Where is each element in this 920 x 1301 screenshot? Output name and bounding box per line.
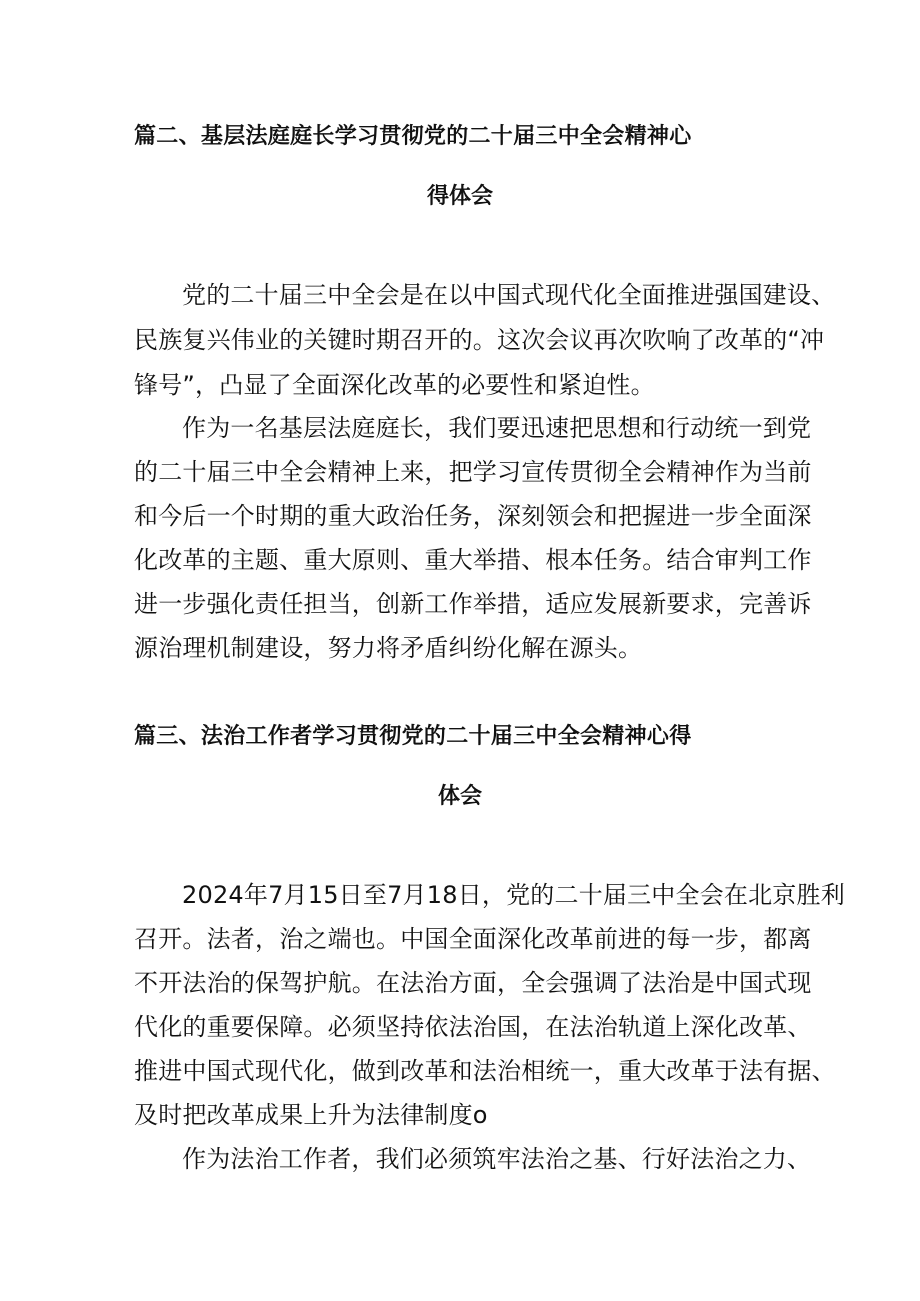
section3-paragraph1-line: 2024年7月15日至7月18日，党的二十届三中全会在北京胜利: [182, 881, 845, 909]
section3-paragraph2-line: 作为法治工作者，我们必须筑牢法治之基、行好法治之力、: [182, 1145, 812, 1173]
section3-heading-line1: 篇三、法治工作者学习贯彻党的二十届三中全会精神心得: [134, 724, 692, 749]
section2-paragraph2-line: 作为一名基层法庭庭长，我们要迅速把思想和行动统一到党: [182, 414, 812, 442]
section2-paragraph2-line: 化改革的主题、重大原则、重大举措、根本任务。结合审判工作: [134, 546, 812, 574]
section3-paragraph1-line: 召开。法者，治之端也。中国全面深化改革前进的每一步，都离: [134, 925, 812, 953]
section3-paragraph1-line: 及时把改革成果上升为法律制度o: [134, 1101, 488, 1129]
section2-paragraph2-line: 源治理机制建设，努力将矛盾纠纷化解在源头。: [134, 634, 643, 662]
section3-paragraph1-line: 推进中国式现代化，做到改革和法治相统一，重大改革于法有据、: [134, 1057, 836, 1085]
section2-paragraph1-line: 党的二十届三中全会是在以中国式现代化全面推进强国建设、: [182, 281, 836, 309]
section2-paragraph2-line: 进一步强化责任担当，创新工作举措，适应发展新要求，完善诉: [134, 590, 812, 618]
section2-paragraph2-line: 的二十届三中全会精神上来，把学习宣传贯彻全会精神作为当前: [134, 458, 812, 486]
section3-heading-line2: 体会: [437, 784, 482, 809]
section2-heading-line2: 得体会: [426, 184, 493, 209]
section2-paragraph2-line: 和今后一个时期的重大政治任务，深刻领会和把握进一步全面深: [134, 502, 812, 530]
section3-paragraph1-line: 不开法治的保驾护航。在法治方面，全会强调了法治是中国式现: [134, 969, 812, 997]
section2-paragraph1-line: 锋号”，凸显了全面深化改革的必要性和紧迫性。: [134, 371, 655, 399]
section2-heading-line1: 篇二、基层法庭庭长学习贯彻党的二十届三中全会精神心: [134, 124, 692, 149]
section3-paragraph1-line: 代化的重要保障。必须坚持依法治国，在法治轨道上深化改革、: [134, 1013, 812, 1041]
section2-paragraph1-line: 民族复兴伟业的关键时期召开的。这次会议再次吹响了改革的“冲: [134, 326, 825, 354]
